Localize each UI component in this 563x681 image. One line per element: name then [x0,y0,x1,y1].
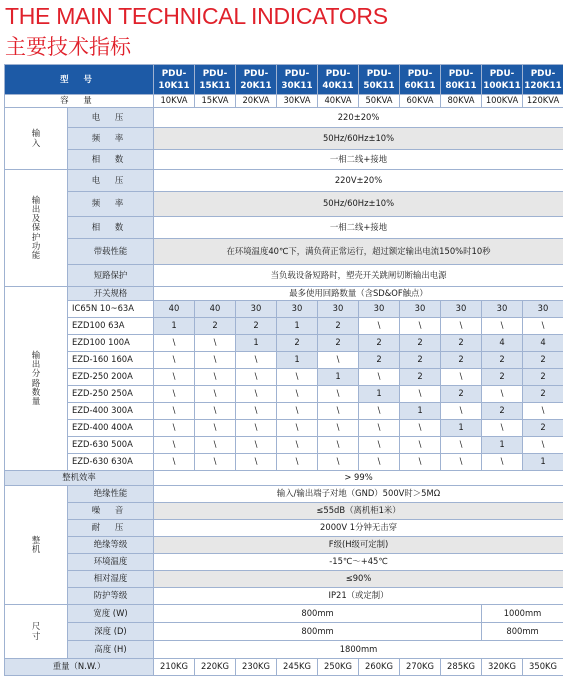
capacity-label: 容 量 [5,95,154,108]
circuit-count: 30 [441,301,482,318]
title-chinese: 主要技术指标 [5,35,131,59]
model-name-part: PDU- [407,68,433,79]
table-row [5,108,563,128]
circuit-count: 1 [441,420,482,437]
switch-spec: EZD-400 400A [68,420,154,437]
circuit-count: \ [482,420,523,437]
circuit-count: 30 [482,301,523,318]
circuit-count: 2 [195,318,236,335]
table-row [5,318,563,335]
size-value-b: 1000mm [482,605,563,623]
row-value: 输入/输出端子对地（GND）500V时＞5MΩ [154,486,563,503]
model-name-part: 100K11 [483,80,521,91]
circuit-count: \ [195,403,236,420]
weight-value: 245KG [277,659,318,676]
circuit-count: \ [236,420,277,437]
size-value-a: 800mm [154,605,482,623]
row-label: 环境温度 [68,554,154,571]
spec-table [4,64,563,676]
row-value: 220V±20% [154,170,563,192]
table-row [5,571,563,588]
circuit-count: 1 [400,403,441,420]
circuit-count: \ [195,369,236,386]
table-row [5,403,563,420]
capacity-value: 40KVA [318,95,359,108]
efficiency-row [5,471,563,486]
circuit-count: 2 [482,369,523,386]
circuit-count: \ [400,386,441,403]
model-name [318,65,359,95]
circuit-count: \ [359,369,400,386]
group-char: 尺 [31,621,41,632]
model-name-part: PDU- [530,68,556,79]
circuit-count: \ [400,454,441,471]
circuit-count: 2 [318,318,359,335]
model-name [482,65,523,95]
group-char: 机 [31,544,41,554]
row-label: 相 数 [68,217,154,239]
circuit-count: 2 [318,335,359,352]
circuit-count: \ [277,454,318,471]
circuit-count: \ [482,454,523,471]
group-char: 输 [31,194,41,205]
row-label: 电 压 [68,108,154,128]
circuit-count: \ [236,454,277,471]
model-name-part: 20K11 [240,80,272,91]
weight-value: 350KG [523,659,563,676]
table-row [5,287,563,301]
model-name-part: 30K11 [281,80,313,91]
group-char: 数 [31,386,41,397]
row-value: ≤55dB（离机柜1米） [154,503,563,520]
row-value: 在环境温度40℃下，满负荷正常运行，超过额定输出电流150%时10秒 [154,239,563,265]
circuit-count: \ [154,369,195,386]
group-char: 寸 [31,630,41,641]
circuit-count: \ [154,403,195,420]
row-value: ≤90% [154,571,563,588]
size-group [5,605,68,659]
circuit-count: 30 [277,301,318,318]
row-value: 一相二线+接地 [154,217,563,239]
spec-label: 开关规格 [68,287,154,301]
table-row [5,369,563,386]
group-char: 保 [31,222,41,233]
circuit-count: 2 [482,352,523,369]
circuit-count: \ [154,437,195,454]
table-row [5,503,563,520]
circuit-count: \ [441,437,482,454]
row-label: 相 数 [68,150,154,170]
model-name [236,65,277,95]
model-name-part: 60K11 [404,80,436,91]
circuit-count: 1 [318,369,359,386]
model-name-part: 15K11 [199,80,231,91]
circuit-count: \ [359,403,400,420]
table-row [5,588,563,605]
efficiency-label: 整机效率 [5,471,154,486]
size-value-b: 800mm [482,623,563,641]
row-value: 2000V 1分钟无击穿 [154,520,563,537]
weight-value: 250KG [318,659,359,676]
circuit-count: 1 [359,386,400,403]
group-char: 护 [31,231,41,242]
circuit-count: \ [318,386,359,403]
circuit-count: \ [523,318,563,335]
model-name-part: 120K11 [524,80,562,91]
circuit-count: 2 [441,386,482,403]
weight-value: 285KG [441,659,482,676]
table-row [5,217,563,239]
model-name [195,65,236,95]
circuit-count: \ [195,437,236,454]
size-value-a: 800mm [154,623,482,641]
circuit-count: 4 [482,335,523,352]
weight-value: 230KG [236,659,277,676]
row-label: 耐 压 [68,520,154,537]
circuit-count: \ [277,420,318,437]
row-label: 频 率 [68,128,154,150]
circuit-count: \ [441,454,482,471]
circuit-count: \ [359,420,400,437]
table-row [5,265,563,287]
circuit-count: \ [441,318,482,335]
group-char: 输 [31,349,41,360]
table-row [5,239,563,265]
row-value: 50Hz/60Hz±10% [154,128,563,150]
circuit-count: \ [400,318,441,335]
spec-value: 最多使用回路数量（含SD&OF触点） [154,287,563,301]
circuit-count: 30 [236,301,277,318]
branch-group [5,287,68,471]
row-label: 相对湿度 [68,571,154,588]
weight-value: 220KG [195,659,236,676]
group-char: 能 [31,250,41,261]
circuit-count: \ [277,369,318,386]
group-char: 量 [31,395,41,406]
weight-value: 260KG [359,659,400,676]
circuit-count: 40 [195,301,236,318]
model-name [523,65,563,95]
table-row [5,454,563,471]
circuit-count: \ [195,420,236,437]
switch-spec: EZD-250 250A [68,386,154,403]
row-value: 50Hz/60Hz±10% [154,192,563,217]
circuit-count: \ [195,352,236,369]
circuit-count: \ [482,318,523,335]
table-row [5,192,563,217]
circuit-count: 2 [523,369,563,386]
circuit-count: \ [277,403,318,420]
row-label: 频 率 [68,192,154,217]
model-name [441,65,482,95]
capacity-value: 30KVA [277,95,318,108]
table-row [5,623,563,641]
group-char: 出 [31,203,41,214]
row-value: 220±20% [154,108,563,128]
circuit-count: 2 [400,369,441,386]
row-label: 噪 音 [68,503,154,520]
circuit-count: 2 [236,318,277,335]
weight-value: 320KG [482,659,523,676]
circuit-count: \ [359,454,400,471]
row-label: 防护等级 [68,588,154,605]
switch-spec: EZD100 63A [68,318,154,335]
circuit-count: 2 [523,352,563,369]
group-char: 输 [31,128,41,139]
output-group [5,170,68,287]
table-row [5,335,563,352]
circuit-count: \ [441,369,482,386]
circuit-count: \ [318,403,359,420]
circuit-count: \ [318,437,359,454]
table-row [5,386,563,403]
circuit-count: \ [236,386,277,403]
weight-label: 重量（N.W.） [5,659,154,676]
weight-value: 210KG [154,659,195,676]
circuit-count: \ [400,420,441,437]
group-char: 整 [31,534,41,545]
row-value: F级(H级可定制) [154,537,563,554]
model-name-part: 40K11 [322,80,354,91]
whole-group [5,486,68,605]
model-name [154,65,195,95]
capacity-row [5,95,563,108]
group-char: 分 [31,368,41,379]
table-row [5,486,563,503]
circuit-count: 2 [400,335,441,352]
header-row [5,65,563,95]
circuit-count: \ [236,403,277,420]
switch-spec: EZD-250 200A [68,369,154,386]
circuit-count: 2 [441,335,482,352]
row-value: -15℃～+45℃ [154,554,563,571]
input-group [5,108,68,170]
switch-spec: EZD-400 300A [68,403,154,420]
capacity-value: 10KVA [154,95,195,108]
circuit-count: \ [277,386,318,403]
circuit-count: \ [523,437,563,454]
circuit-count: \ [154,386,195,403]
capacity-value: 100KVA [482,95,523,108]
size-label: 宽度 (W) [68,605,154,623]
model-name [359,65,400,95]
circuit-count: 4 [523,335,563,352]
capacity-value: 15KVA [195,95,236,108]
group-char: 出 [31,359,41,370]
model-name-part: PDU- [489,68,515,79]
circuit-count: \ [359,437,400,454]
table-row [5,605,563,623]
switch-spec: IC65N 10~63A [68,301,154,318]
circuit-count: \ [277,437,318,454]
circuit-count: \ [195,335,236,352]
weight-row [5,659,563,676]
circuit-count: 2 [400,352,441,369]
circuit-count: \ [154,454,195,471]
switch-spec: EZD-630 630A [68,454,154,471]
model-name-part: 50K11 [363,80,395,91]
spec-table-body [5,65,563,676]
circuit-count: \ [523,403,563,420]
row-value: IP21（或定制） [154,588,563,605]
circuit-count: 1 [523,454,563,471]
model-name [400,65,441,95]
model-name-part: PDU- [448,68,474,79]
table-row [5,520,563,537]
circuit-count: 2 [441,352,482,369]
weight-value: 270KG [400,659,441,676]
circuit-count: 2 [359,352,400,369]
table-row [5,641,563,659]
model-name-part: PDU- [202,68,228,79]
switch-spec: EZD100 100A [68,335,154,352]
group-char: 入 [31,137,41,148]
circuit-count: 30 [523,301,563,318]
circuit-count: \ [195,454,236,471]
size-label: 高度 (H) [68,641,154,659]
model-name-part: PDU- [366,68,392,79]
circuit-count: 2 [482,403,523,420]
circuit-count: \ [482,386,523,403]
table-row [5,352,563,369]
circuit-count: 40 [154,301,195,318]
table-row [5,554,563,571]
circuit-count: 1 [277,318,318,335]
circuit-count: \ [236,369,277,386]
circuit-count: \ [236,437,277,454]
capacity-value: 20KVA [236,95,277,108]
circuit-count: 30 [318,301,359,318]
efficiency-value: > 99% [154,471,563,486]
switch-spec: EZD-160 160A [68,352,154,369]
circuit-count: 2 [523,386,563,403]
circuit-count: 1 [277,352,318,369]
circuit-count: 2 [277,335,318,352]
circuit-count: \ [154,352,195,369]
model-name-part: PDU- [325,68,351,79]
table-row [5,150,563,170]
group-char: 及 [31,213,41,224]
circuit-count: \ [195,386,236,403]
model-name-part: 80K11 [445,80,477,91]
group-char: 功 [31,240,41,251]
model-name-part: 10K11 [158,80,190,91]
capacity-value: 60KVA [400,95,441,108]
model-name [277,65,318,95]
row-label: 带载性能 [68,239,154,265]
model-name-part: PDU- [243,68,269,79]
model-header-label: 型 号 [5,65,154,95]
row-label: 绝缘等级 [68,537,154,554]
row-value: 一相二线+接地 [154,150,563,170]
table-row [5,128,563,150]
circuit-count: \ [441,403,482,420]
row-label: 电 压 [68,170,154,192]
circuit-count: 2 [523,420,563,437]
group-char: 路 [31,377,41,388]
circuit-count: \ [400,437,441,454]
circuit-count: 1 [154,318,195,335]
circuit-count: \ [318,420,359,437]
circuit-count: 30 [400,301,441,318]
table-row [5,301,563,318]
circuit-count: \ [154,335,195,352]
circuit-count: 1 [236,335,277,352]
model-name-part: PDU- [161,68,187,79]
circuit-count: 1 [482,437,523,454]
table-row [5,437,563,454]
table-row [5,537,563,554]
circuit-count: \ [318,352,359,369]
size-label: 深度 (D) [68,623,154,641]
size-value: 1800mm [154,641,563,659]
capacity-value: 80KVA [441,95,482,108]
table-row [5,170,563,192]
table-row [5,420,563,437]
model-name-part: PDU- [284,68,310,79]
row-label: 绝缘性能 [68,486,154,503]
row-label: 短路保护 [68,265,154,287]
circuit-count: \ [359,318,400,335]
circuit-count: \ [154,420,195,437]
circuit-count: 2 [359,335,400,352]
title-english: THE MAIN TECHNICAL INDICATORS [5,3,388,29]
capacity-value: 50KVA [359,95,400,108]
switch-spec: EZD-630 500A [68,437,154,454]
capacity-value: 120KVA [523,95,563,108]
circuit-count: \ [318,454,359,471]
circuit-count: 30 [359,301,400,318]
circuit-count: \ [236,352,277,369]
row-value: 当负载设备短路时，塑壳开关跳闸切断输出电源 [154,265,563,287]
